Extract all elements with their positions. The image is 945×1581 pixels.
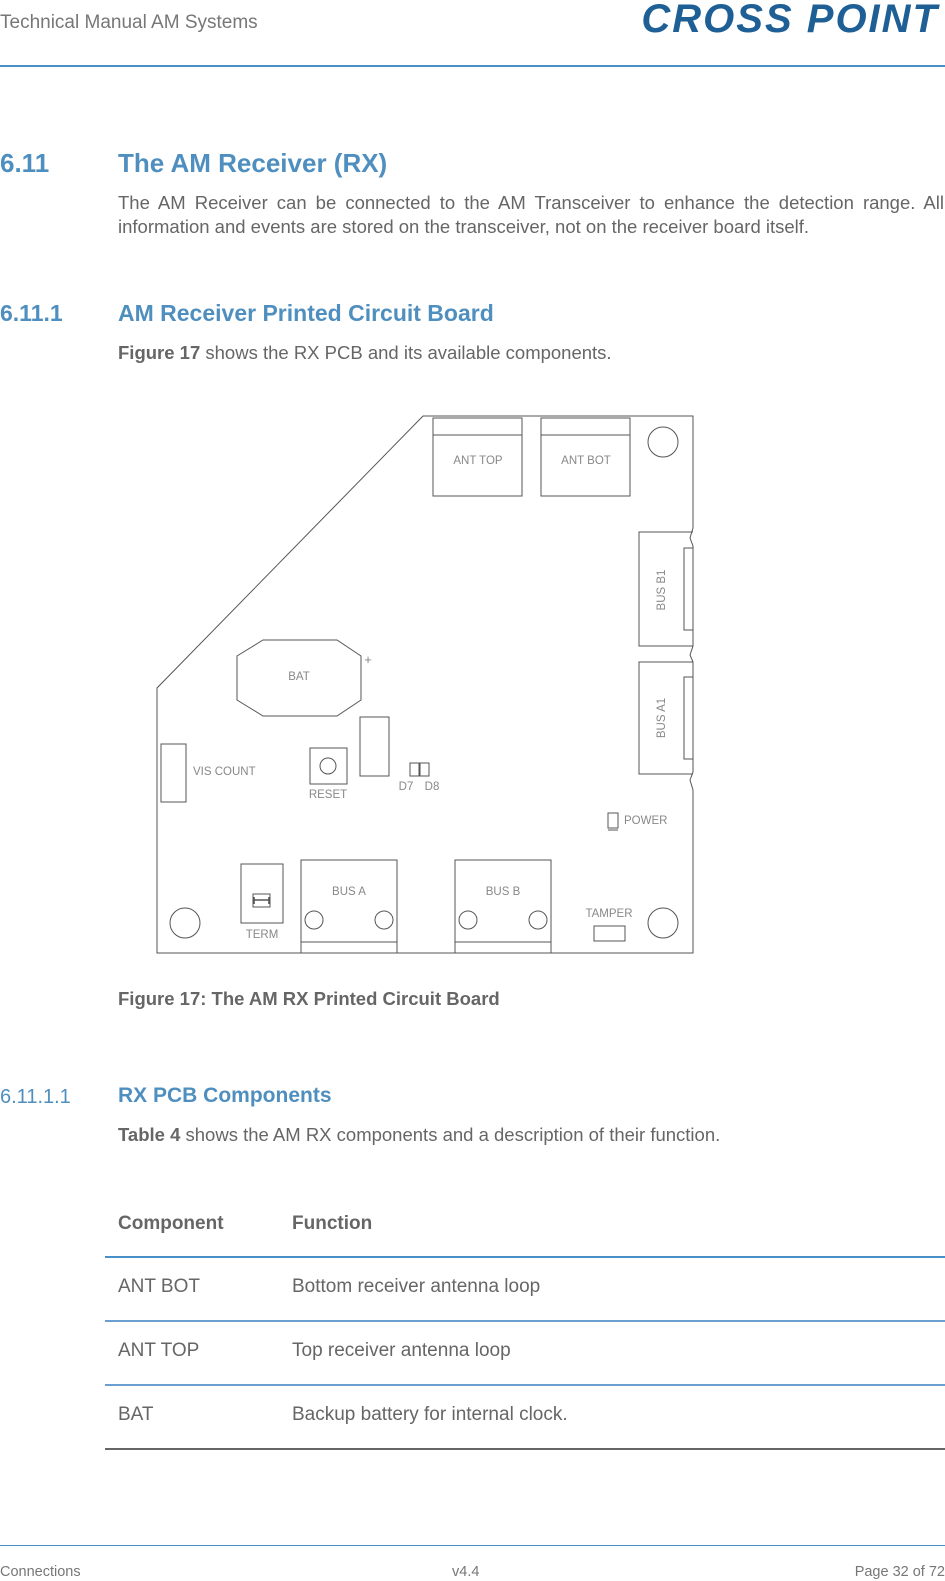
components-table <box>105 1200 945 1450</box>
mounting-hole-bottom-right <box>648 908 678 938</box>
label-power: POWER <box>624 815 668 827</box>
table-cell-component: BAT <box>118 1404 154 1425</box>
table-row <box>105 1386 945 1450</box>
logo-text: CROSS POINT <box>641 0 939 40</box>
label-bus-b1: BUS B1 <box>656 569 668 611</box>
label-term: TERM <box>245 929 279 941</box>
section-title: The AM Receiver (RX) <box>118 148 388 178</box>
led-d8 <box>420 763 429 776</box>
footer-page-number: Page 32 of 72 <box>854 1564 945 1580</box>
bus-a-connector <box>301 860 397 953</box>
power-led <box>608 813 618 828</box>
footer-rule <box>0 1545 945 1546</box>
label-bus-a1: BUS A1 <box>656 697 668 739</box>
table-cell-function: Bottom receiver antenna loop <box>292 1276 541 1297</box>
table-reference-link: Table 4 <box>118 1124 181 1145</box>
footer-version: v4.4 <box>452 1564 480 1580</box>
label-ant-bot: ANT BOT <box>561 455 611 467</box>
pcb-diagram <box>155 410 700 960</box>
component-rect <box>360 717 389 776</box>
table-row <box>105 1322 945 1386</box>
reset-button <box>310 748 347 784</box>
label-bat: BAT <box>288 671 310 683</box>
figure-reference-text: shows the RX PCB and its available components. <box>200 342 612 363</box>
table-row <box>105 1258 945 1322</box>
table-header-row <box>105 1200 945 1258</box>
table-reference-paragraph <box>118 1123 944 1147</box>
label-tamper: TAMPER <box>585 908 633 920</box>
section-number: 6.11 <box>0 148 50 178</box>
subsection-number: 6.11.1 <box>0 300 63 326</box>
mounting-hole-bottom-left <box>170 908 200 938</box>
subsubsection-title: RX PCB Components <box>118 1084 332 1107</box>
subsection-title: AM Receiver Printed Circuit Board <box>118 300 494 326</box>
label-d8: D8 <box>424 781 440 793</box>
tamper-switch <box>594 926 625 941</box>
label-reset: RESET <box>308 789 348 801</box>
label-bus-a: BUS A <box>332 886 366 898</box>
label-ant-top: ANT TOP <box>453 455 503 467</box>
footer-chapter: Connections <box>0 1564 81 1580</box>
label-vis-count: VIS COUNT <box>193 766 256 778</box>
table-reference-text: shows the AM RX components and a description of their function. <box>180 1124 721 1145</box>
label-plus: + <box>364 652 372 667</box>
subsubsection-number: 6.11.1.1 <box>0 1086 71 1108</box>
document-title: Technical Manual AM Systems <box>0 12 258 33</box>
vis-count-connector <box>161 744 186 802</box>
figure-caption: Figure 17: The AM RX Printed Circuit Board <box>118 988 500 1009</box>
figure-reference-link: Figure 17 <box>118 342 201 363</box>
table-cell-component: ANT BOT <box>118 1276 200 1297</box>
bus-b-connector <box>455 860 551 953</box>
section-intro: The AM Receiver can be connected to the AM Transceiver to enhance the detection range. All information and events are stored on the transceiver, not on the receiver board itself. <box>118 192 944 237</box>
table-cell-function: Top receiver antenna loop <box>292 1340 511 1361</box>
cross-point-logo <box>611 0 941 40</box>
header-component: Component <box>118 1213 224 1234</box>
table-cell-component: ANT TOP <box>118 1340 200 1361</box>
led-d7 <box>410 763 419 776</box>
table-cell-function: Backup battery for internal clock. <box>292 1404 568 1425</box>
figure-reference-paragraph <box>118 341 944 365</box>
label-d7: D7 <box>398 781 414 793</box>
label-bus-b: BUS B <box>485 886 521 898</box>
header-rule <box>0 65 945 67</box>
mounting-hole-top-right <box>648 427 678 457</box>
header-function: Function <box>292 1213 373 1234</box>
